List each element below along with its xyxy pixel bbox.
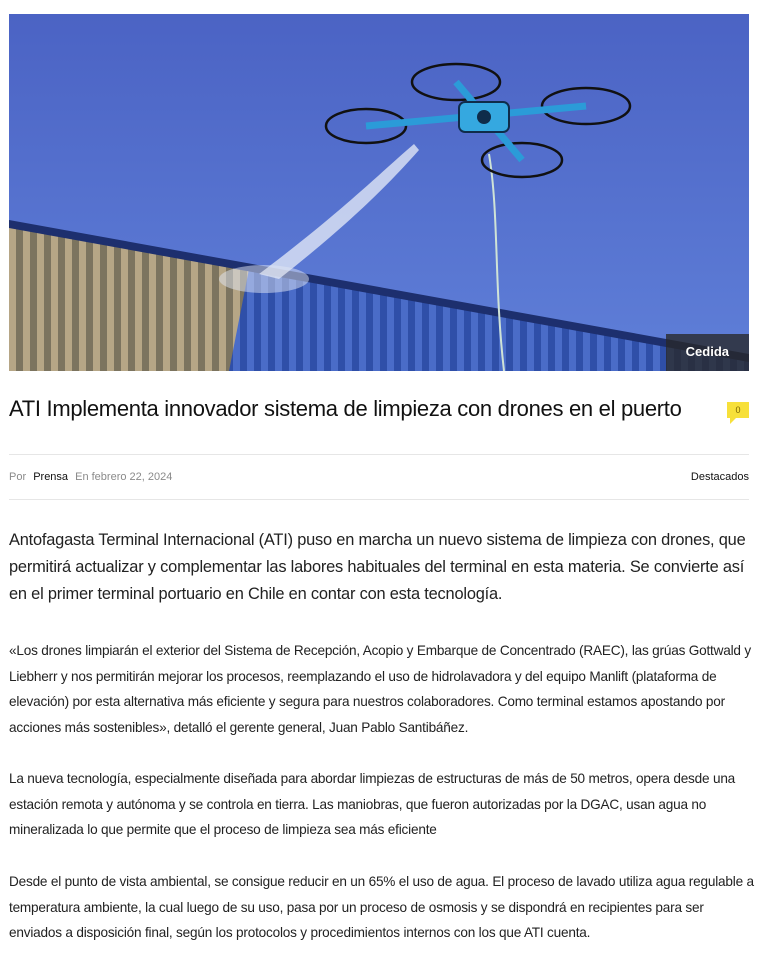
article-meta	[9, 454, 749, 500]
category-link[interactable]: Destacados	[690, 471, 749, 483]
drone-photo	[9, 14, 749, 371]
by-label: Por	[9, 471, 27, 483]
article-paragraph: La nueva tecnología, especialmente diseñada para abordar limpiezas de estructuras de más de 50 metros, opera desde una estación remota y autónoma y se controla en tierra. Las maniobras, que fueron autorizadas por la DGAC, usan agua no mineralizada lo que permite que el proceso de limpieza sea más eficiente	[9, 771, 736, 837]
article-lead: Antofagasta Terminal Internacional (ATI) puso en marcha un nuevo sistema de limpieza con drones, que permitirá actualizar y complementar las labores habituales del terminal en esta materia. Se convierte así en el primer terminal portuario en Chile en contar con esta tecnología.	[9, 531, 746, 603]
speech-bubble-icon[interactable]: 0	[727, 402, 749, 418]
image-caption: Cedida	[666, 334, 749, 371]
article-title: ATI Implementa innovador sistema de limpieza con drones en el puerto	[9, 396, 682, 421]
featured-image	[9, 14, 749, 371]
author-link[interactable]: Prensa	[33, 471, 69, 483]
article-paragraph: Desde el punto de vista ambiental, se consigue reducir en un 65% el uso de agua. El proceso de lavado utiliza agua regulable a temperatura ambiente, la cual luego de su uso, pasa por un proceso de osmosis y se dispondrá en recipientes para ser enviados a disposición final, según los protocolos y procedimientos internos con los que ATI cuenta.	[9, 874, 754, 940]
article-paragraph: «Los drones limpiarán el exterior del Sistema de Recepción, Acopio y Embarque de Concentrado (RAEC), las grúas Gottwald y Liebherr y nos permitirán mejorar los procesos, reemplazando el uso de hidrolavadora y del equipo Manlift (plataforma de elevación) por esta alternativa más eficiente y segura para nuestros colaboradores. Como terminal estamos apostando por acciones más sostenibles», detalló el gerente general, Juan Pablo Santibáñez.	[9, 643, 751, 735]
publish-date: En febrero 22, 2024	[75, 471, 173, 483]
